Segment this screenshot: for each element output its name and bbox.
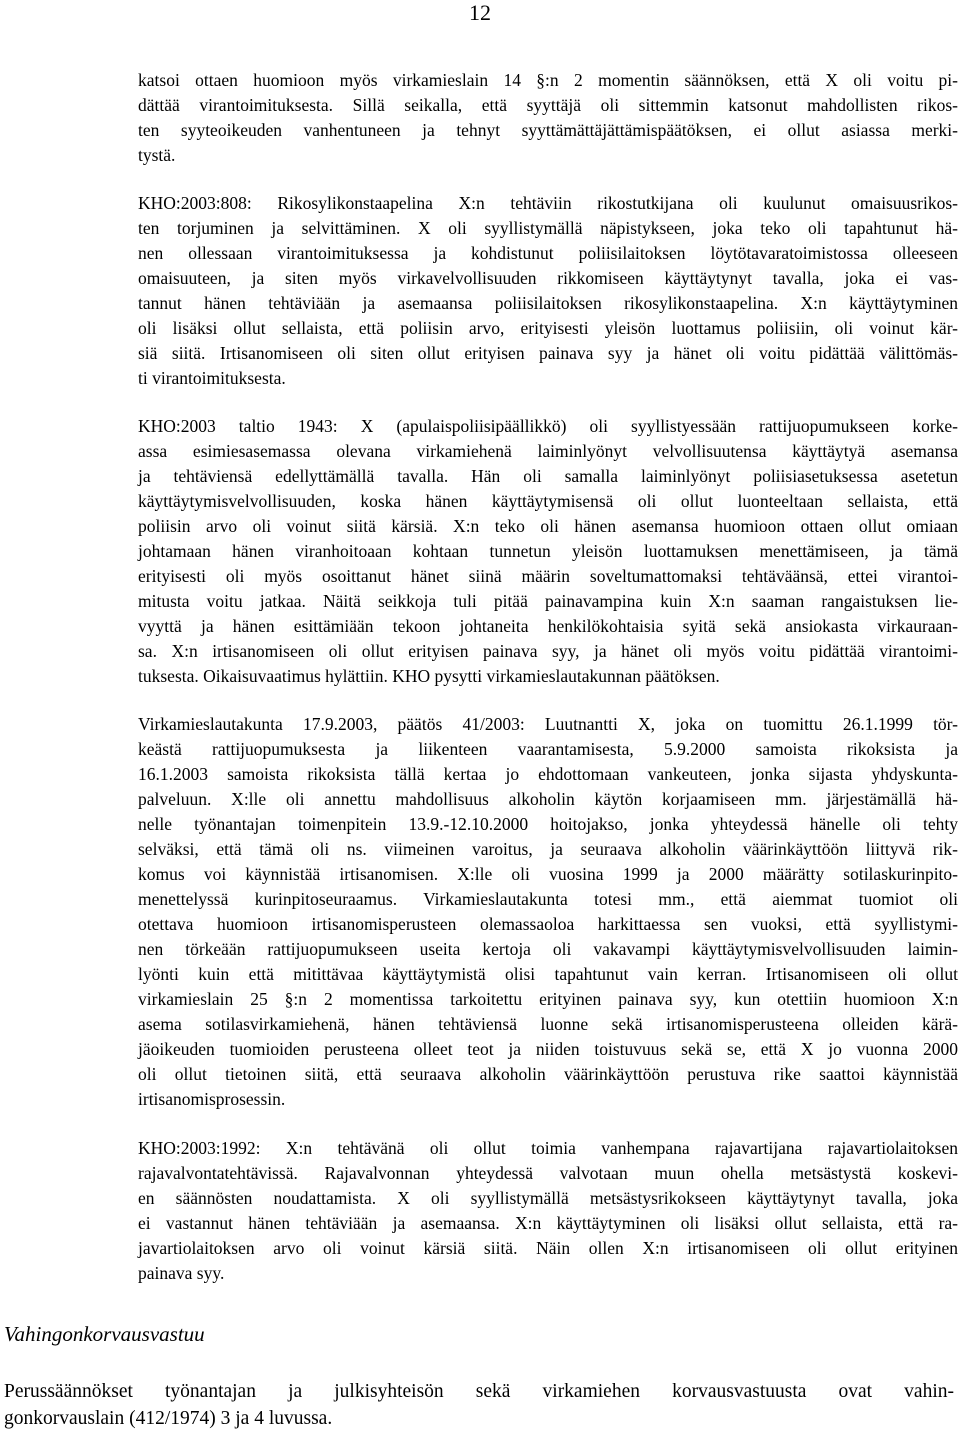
paragraph-line: lyönti kuin että mitittävaa käyttäytymistä olisi tapahtunut vain kerran. Irtisanomiseen oli ollut — [138, 964, 958, 984]
paragraph-line: käyttäytymisvelvollisuuden, koska hänen käyttäytymisensä oli ollut luonteeltaan sellaista, että — [138, 491, 958, 511]
paragraph-line: tannut hänen tehtäviään ja asemaansa poliisilaitoksen rikosylikonstaapelina. X:n käyttäytyminen — [138, 293, 958, 313]
paragraph-line: nen ollessaan virantoimituksessa ja kohdistunut poliisilaitoksen löytötavaratoimistossa olleeseen — [138, 243, 958, 263]
paragraph-line: komus voi käynnistää irtisanomisen. X:lle oli vuosina 1999 ja 2000 määrätty sotilaskurinpito- — [138, 864, 958, 884]
paragraph-line: irtisanomisprosessin. — [138, 1089, 286, 1109]
paragraph-line: KHO:2003 taltio 1943: X (apulaispoliisipäällikkö) oli syyllistyessään rattijuopumukseen korke- — [138, 416, 958, 436]
paragraph-line: javartiolaitoksen arvo oli voinut kärsiä siitä. Näin ollen X:n irtisanomiseen oli ollut erityinen — [138, 1238, 958, 1258]
paragraph-line: Virkamieslautakunta 17.9.2003, päätös 41/2003: Luutnantti X, joka on tuomittu 26.1.1999 tör- — [138, 714, 958, 734]
paragraph-line: menettelyssä kurinpitoseuraamus. Virkamieslautakunta totesi mm., että aiemmat tuomiot oli — [138, 889, 958, 909]
paragraph-line: palveluun. X:lle oli annettu mahdollisuus alkoholin käytön korjaamiseen mm. järjestämällä hä- — [138, 789, 958, 809]
paragraph-line: johtamaan hänen viranhoitoaan kohtaan tunnetun yleisön luottamuksen menettämiseen, ja tämä — [138, 541, 958, 561]
paragraph-line: tuksesta. Oikaisuvaatimus hylättiin. KHO pysytti virkamieslautakunnan päätöksen. — [138, 666, 720, 686]
paragraph-line: 16.1.2003 samoista rikoksista tällä kertaa jo ehdottomaan vankeuteen, jonka sijasta yhdyskunta- — [138, 764, 958, 784]
paragraph-line: nen törkeään rattijuopumukseen useita kertoja oli vakavampi käyttäytymisvelvollisuuden laimin- — [138, 939, 958, 959]
paragraph-line: en säännösten noudattamista. X oli syyllistymällä metsästysrikokseen käyttäytynyt tavalla, joka — [138, 1188, 958, 1208]
paragraph-line: nelle työnantajan toimenpitein 13.9.-12.10.2000 hoitojakso, jonka yhteydessä hänelle oli tehty — [138, 814, 958, 834]
paragraph-line: erityisesti oli myös osoittanut hänet siinä määrin soveltumattomaksi tehtäväänsä, ettei virantoi- — [138, 566, 958, 586]
paragraph-line: poliisin arvo oli voinut siitä kärsiä. X:n teko oli hänen asemansa huomioon ottaen ollut omiaan — [138, 516, 958, 536]
paragraph-line: mitusta voitu jatkaa. Näitä seikkoja tuli pitää painavampina kuin X:n saaman rangaistuksen lie- — [138, 591, 958, 611]
paragraph-line: ti virantoimituksesta. — [138, 368, 286, 388]
paragraph-line: Perussäännökset työnantajan ja julkisyhteisön sekä virkamiehen korvausvastuusta ovat vahin- — [4, 1381, 954, 1402]
paragraph-line: KHO:2003:808: Rikosylikonstaapelina X:n tehtäviin rikostutkijana oli kuulunut omaisuusrikos- — [138, 193, 958, 213]
paragraph-line: oli lisäksi ollut sellaista, että poliisin arvo, erityisesti yleisön luottamus poliisiin, oli voinut kär- — [138, 318, 958, 338]
paragraph-line: sa. X:n irtisanomiseen oli ollut erityisen painava syy, ja hänet oli myös voitu pidättää virantoimi- — [138, 641, 958, 661]
section-heading: Vahingonkorvausvastuu — [4, 1322, 205, 1346]
paragraph-line: rajavalvontatehtävissä. Rajavalvonnan yhteydessä valvotaan muun ohella metsästystä koskevi- — [138, 1163, 958, 1183]
paragraph-line: ten syyteoikeuden vanhentuneen ja tehnyt syyttämättäjättämispäätöksen, ei ollut asiassa merki- — [138, 120, 958, 140]
paragraph-line: asema sotilasvirkamiehenä, hänen tehtäviensä luonne sekä irtisanomisperusteena olleiden kärä- — [138, 1014, 958, 1034]
paragraph-line: jäoikeuden tuomioiden perusteena olleet teot ja niiden toistuvuus sekä se, että X jo vuonna 2000 — [138, 1039, 958, 1059]
paragraph-line: dättää virantoimituksesta. Sillä seikalla, että syyttäjä oli sittemmin katsonut mahdollisten rikos- — [138, 95, 958, 115]
paragraph-line: gonkorvauslain (412/1974) 3 ja 4 luvussa. — [4, 1408, 333, 1429]
paragraph-line: katsoi ottaen huomioon myös virkamieslain 14 §:n 2 momentin säännöksen, että X oli voitu pi- — [138, 70, 958, 90]
paragraph-line: assa esimiesasemassa olevana virkamiehenä laiminlyönyt velvollisuutensa käyttäytyä asemansa — [138, 441, 958, 461]
paragraph-line: painava syy. — [138, 1263, 225, 1283]
paragraph-line: ten torjuminen ja selvittäminen. X oli syyllistymällä näpistykseen, joka teko oli tapahtunut hä- — [138, 218, 958, 238]
paragraph-line: KHO:2003:1992: X:n tehtävänä oli ollut toimia vanhempana rajavartijana rajavartiolaitoksen — [138, 1138, 958, 1158]
paragraph-line: siä siitä. Irtisanomiseen oli siten ollut erityisen painava syy ja hänet oli voitu pidättää välittömäs- — [138, 343, 958, 363]
paragraph-line: virkamieslain 25 §:n 2 momentissa tarkoitettu erityinen painava syy, kun otettiin huomioon X:n — [138, 989, 958, 1009]
page-number: 12 — [469, 0, 491, 25]
paragraph-line: tystä. — [138, 145, 176, 165]
paragraph-line: selväksi, että tämä oli ns. viimeinen varoitus, ja seuraava alkoholin väärinkäyttöön liittyvä rik- — [138, 839, 958, 859]
paragraph-line: vyyttä ja hänen esittämiään tekoon johtaneita henkilökohtaisia syitä sekä ansiokasta virkauraan- — [138, 616, 958, 636]
paragraph-line: otettava huomioon irtisanomisperusteen olemassaoloa harkittaessa sen vuoksi, että syyllistymi- — [138, 914, 958, 934]
paragraph-line: ja tehtäviensä edellyttämällä tavalla. Hän oli samalla laiminlyönyt poliisiasetuksessa asetetun — [138, 466, 958, 486]
paragraph-line: keästä rattijuopumuksesta ja liikenteen vaarantamisesta, 5.9.2000 samoista rikoksista ja — [138, 739, 958, 759]
paragraph-line: omaisuuteen, ja siten myös virkavelvollisuuden rikkomiseen käyttäytynyt tavalla, joka ei vas- — [138, 268, 958, 288]
paragraph-line: oli ollut tietoinen siitä, että seuraava alkoholin väärinkäyttöön perustuva rike saattoi käynnistää — [138, 1064, 958, 1084]
paragraph-line: ei vastannut hänen tehtäviään ja asemaansa. X:n käyttäytyminen oli lisäksi ollut sellaista, että ra- — [138, 1213, 958, 1233]
